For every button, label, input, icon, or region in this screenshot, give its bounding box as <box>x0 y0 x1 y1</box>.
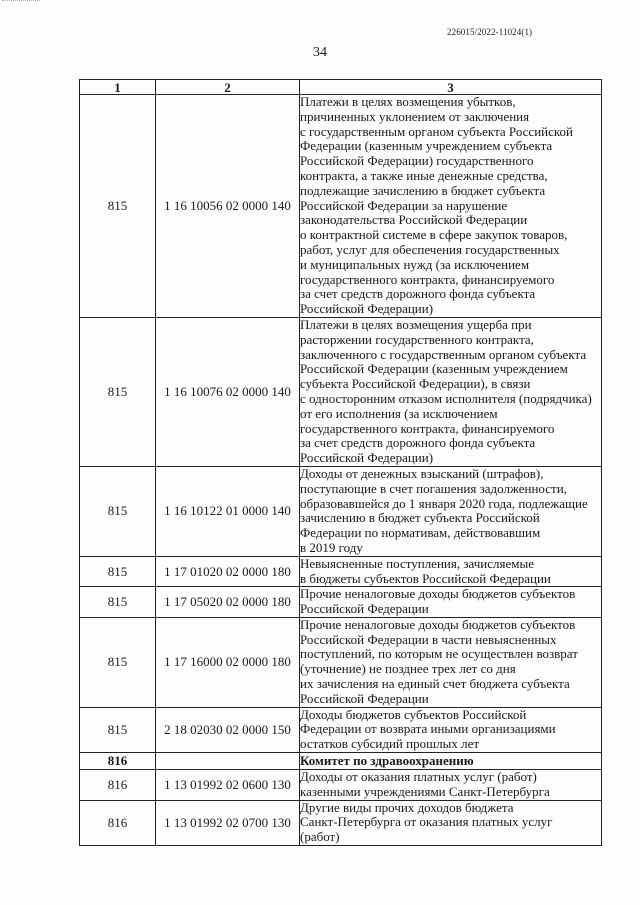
description-line: Прочие неналоговые доходы бюджетов субъектов <box>300 616 576 632</box>
revenue-code-cell <box>156 753 300 770</box>
description-line: государственного контракта, финансируемого <box>300 271 555 287</box>
description-line: и муниципальных нужд (за исключением <box>300 256 530 272</box>
admin-code-cell: 815 <box>80 95 156 318</box>
description-line: Федерации по нормативам, действовавшим <box>300 525 541 541</box>
revenue-description-cell <box>300 466 602 556</box>
revenue-description-cell <box>300 770 602 801</box>
revenue-code-cell: 1 17 01020 02 0000 180 <box>156 556 300 587</box>
description-line: причиненных уклонением от заключения <box>300 108 530 124</box>
page-number: 34 <box>313 45 327 60</box>
description-line: Доходы от денежных взысканий (штрафов), <box>300 465 544 481</box>
description-line: Другие виды прочих доходов бюджета <box>300 799 514 815</box>
revenue-code-cell: 1 16 10076 02 0000 140 <box>156 317 300 466</box>
description-line: (уточнение) не позднее трех лет со дня <box>300 661 516 677</box>
description-line: поступающие в счет погашения задолженности, <box>300 480 567 496</box>
description-line: в бюджеты субъектов Российской Федерации <box>300 570 551 586</box>
description-line: за счет средств дорожного фонда субъекта <box>300 435 536 451</box>
description-line: Прочие неналоговые доходы бюджетов субъектов <box>300 586 576 602</box>
column-header: 2 <box>156 80 300 95</box>
description-line: Платежи в целях возмещения убытков, <box>300 94 516 109</box>
admin-code-cell: 815 <box>80 466 156 556</box>
revenue-code-cell: 1 13 01992 02 0700 130 <box>156 800 300 845</box>
table-row <box>80 587 602 618</box>
admin-code-cell: 816 <box>80 753 156 770</box>
description-line: Российской Федерации (казенным учреждением <box>300 361 568 377</box>
revenue-code-cell: 1 16 10056 02 0000 140 <box>156 95 300 318</box>
description-line: казенными учреждениями Санкт-Петербурга <box>300 783 550 799</box>
admin-code-cell: 816 <box>80 800 156 845</box>
description-line: о контрактной системе в сфере закупок товаров, <box>300 227 568 243</box>
table-row <box>80 617 602 707</box>
table-row <box>80 556 602 587</box>
table-row <box>80 466 602 556</box>
description-line: Российской Федерации в части невыясненных <box>300 631 557 647</box>
table-row <box>80 317 602 466</box>
description-line: в 2019 году <box>300 539 363 555</box>
table-row <box>80 95 602 318</box>
admin-code-cell: 815 <box>80 707 156 752</box>
description-line: поступлений, по которым не осуществлен возврат <box>300 646 578 662</box>
description-line: Санкт-Петербурга от оказания платных услуг <box>300 814 553 830</box>
description-line: от его исполнения (за исключением <box>300 405 498 421</box>
revenue-description-cell <box>300 753 602 770</box>
description-line: Российской Федерации) <box>300 450 434 466</box>
revenue-code-cell: 2 18 02030 02 0000 150 <box>156 707 300 752</box>
admin-code-cell: 815 <box>80 587 156 618</box>
description-line: подлежащие зачислению в бюджет субъекта <box>300 182 546 198</box>
column-header: 1 <box>80 80 156 95</box>
description-line: расторжении государственного контракта, <box>300 331 534 347</box>
revenue-description-cell <box>300 707 602 752</box>
revenue-description-cell <box>300 800 602 845</box>
admin-code-cell: 815 <box>80 556 156 587</box>
description-line: (работ) <box>300 829 340 845</box>
admin-code-cell: 815 <box>80 617 156 707</box>
description-line: законодательства Российской Федерации <box>300 212 528 228</box>
admin-code-cell: 815 <box>80 317 156 466</box>
description-line: Федерации от возврата иными организациями <box>300 721 556 737</box>
description-line: Комитет по здравоохранению <box>300 752 474 768</box>
revenue-code-cell: 1 16 10122 01 0000 140 <box>156 466 300 556</box>
description-line: Российской Федерации за нарушение <box>300 197 508 213</box>
description-line: Доходы бюджетов субъектов Российской <box>300 706 527 722</box>
description-line: с односторонним отказом исполнителя (подрядчика) <box>300 390 592 406</box>
document-id: 226015/2022-11024(1) <box>447 27 533 37</box>
table-row <box>80 707 602 752</box>
revenue-description-cell <box>300 95 602 318</box>
description-line: Доходы от оказания платных услуг (работ) <box>300 769 537 785</box>
description-line: Платежи в целях возмещения ущерба при <box>300 316 532 332</box>
revenue-description-cell <box>300 317 602 466</box>
description-line: с государственным органом субъекта Российской <box>300 123 573 139</box>
description-line: образовавшейся до 1 января 2020 года, подлежащие <box>300 495 588 511</box>
revenue-description-cell <box>300 587 602 618</box>
description-line: Российской Федерации) <box>300 301 434 317</box>
revenue-description-cell <box>300 617 602 707</box>
revenue-code-cell: 1 17 05020 02 0000 180 <box>156 587 300 618</box>
budget-classification-table <box>79 79 602 846</box>
description-line: зачислению в бюджет субъекта Российской <box>300 510 540 526</box>
table-row <box>80 800 602 845</box>
section-row <box>80 753 602 770</box>
revenue-description-cell <box>300 556 602 587</box>
description-line: контракта, а также иные денежные средства, <box>300 167 548 183</box>
revenue-code-cell: 1 17 16000 02 0000 180 <box>156 617 300 707</box>
description-line: Российской Федерации <box>300 690 429 706</box>
description-line: их зачисления на единый счет бюджета субъекта <box>300 676 570 692</box>
description-line: Российской Федерации) государственного <box>300 153 534 169</box>
admin-code-cell: 816 <box>80 770 156 801</box>
column-header: 3 <box>300 80 602 95</box>
scan-corner-mark <box>2 0 40 4</box>
description-line: Невыясненные поступления, зачисляемые <box>300 555 534 571</box>
table-header-row <box>80 80 602 95</box>
description-line: государственного контракта, финансируемого <box>300 420 555 436</box>
description-line: Федерации (казенным учреждением субъекта <box>300 138 553 154</box>
revenue-code-cell: 1 13 01992 02 0600 130 <box>156 770 300 801</box>
description-line: субъекта Российской Федерации), в связи <box>300 376 531 392</box>
description-line: работ, услуг для обеспечения государственных <box>300 241 560 257</box>
table-row <box>80 770 602 801</box>
description-line: остатков субсидий прошлых лет <box>300 736 480 752</box>
description-line: Российской Федерации <box>300 601 429 617</box>
description-line: за счет средств дорожного фонда субъекта <box>300 286 536 302</box>
description-line: заключенного с государственным органом субъекта <box>300 346 587 362</box>
